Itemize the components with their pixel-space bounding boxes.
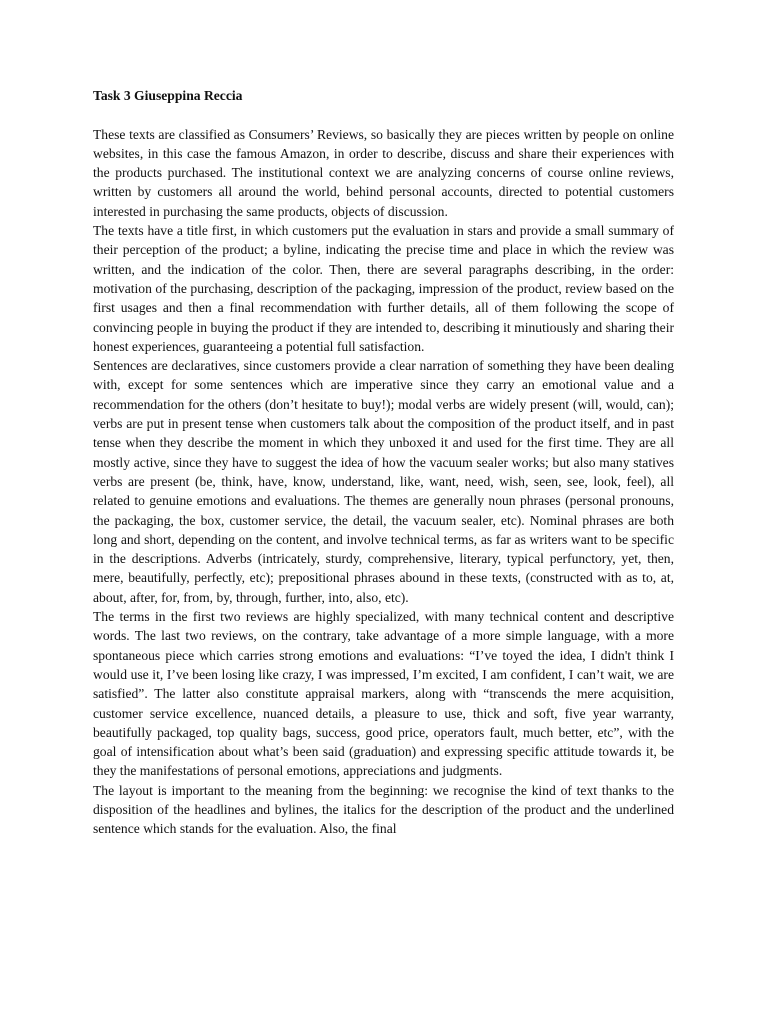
document-page bbox=[93, 86, 674, 839]
paragraph-layout: The layout is important to the meaning from the beginning: we recognise the kind of text thanks to the disposition of the headlines and bylines, the italics for the description of the product and the underlined sentence which stands for the evaluation. Also, the final bbox=[93, 782, 674, 837]
document-title: Task 3 Giuseppina Reccia bbox=[93, 88, 243, 103]
paragraph-sentence-analysis: Sentences are declaratives, since customers provide a clear narration of something they have been dealing with, except for some sentences which are imperative since they carry an emotional value and a recommendation for the others (don’t hesitate to buy!); modal verbs are widely present (will, would, can); verbs are put in present tense when customers talk about the composition of the product itself, and in past tense when they describe the moment in which they unboxed it and used for the first time. They are all mostly active, since they have to suggest the idea of how the vacuum sealer works; but also many statives verbs are present (be, think, have, know, understand, like, want, need, wish, seen, see, look, feel), all related to genuine emotions and evaluations. The themes are generally noun phrases (personal pronouns, the packaging, the box, customer service, the detail, the vacuum sealer, etc). Nominal phrases are both long and short, depending on the content, and involve technical terms, as far as writers want to be specific in the descriptions. Adverbs (intricately, sturdy, comprehensive, literary, typical perfunctory, yet, then, mere, beautifully, perfectly, etc); prepositional phrases abound in these texts, (constructed with as to, at, about, after, for, from, by, through, further, into, also, etc). bbox=[93, 358, 674, 605]
paragraph-terminology: The terms in the first two reviews are highly specialized, with many technical content and descriptive words. The last two reviews, on the contrary, take advantage of a more simple language, with a more spontaneous piece which carries strong emotions and evaluations: “I’ve toyed the idea, I didn't think I would use it, I’ve been losing like crazy, I was impressed, I’m excited, I am confident, I can’t wait, we are satisfied”. The latter also constitute appraisal markers, along with “transcends the mere acquisition, customer service excellence, nuanced details, a pleasure to use, thick and soft, five year warranty, beautifully packaged, top quality bags, success, good price, operators fault, much better, etc”, with the goal of intensification about what’s been said (graduation) and expressing specific attitude towards it, be they the manifestations of personal emotions, appreciations and judgments. bbox=[93, 609, 674, 779]
paragraph-text-structure: The texts have a title first, in which customers put the evaluation in stars and provide a small summary of their perception of the product; a byline, indicating the precise time and place in which the review was written, and the indication of the color. Then, there are several paragraphs describing, in the order: motivation of the purchasing, description of the packaging, impression of the product, review based on the first usages and then a final recommendation with further details, all of them following the scope of convincing people in buying the product if they are intended to, describing it minutiously and sharing their honest experiences, guaranteeing a potential full satisfaction. bbox=[93, 223, 674, 354]
paragraph-text-genre: These texts are classified as Consumers’ Reviews, so basically they are pieces written by people on online websites, in this case the famous Amazon, in order to describe, discuss and share their experiences with the products purchased. The institutional context we are analyzing concerns of course online reviews, written by customers all around the world, behind personal accounts, directed to potential customers interested in purchasing the same products, objects of discussion. bbox=[93, 126, 674, 219]
